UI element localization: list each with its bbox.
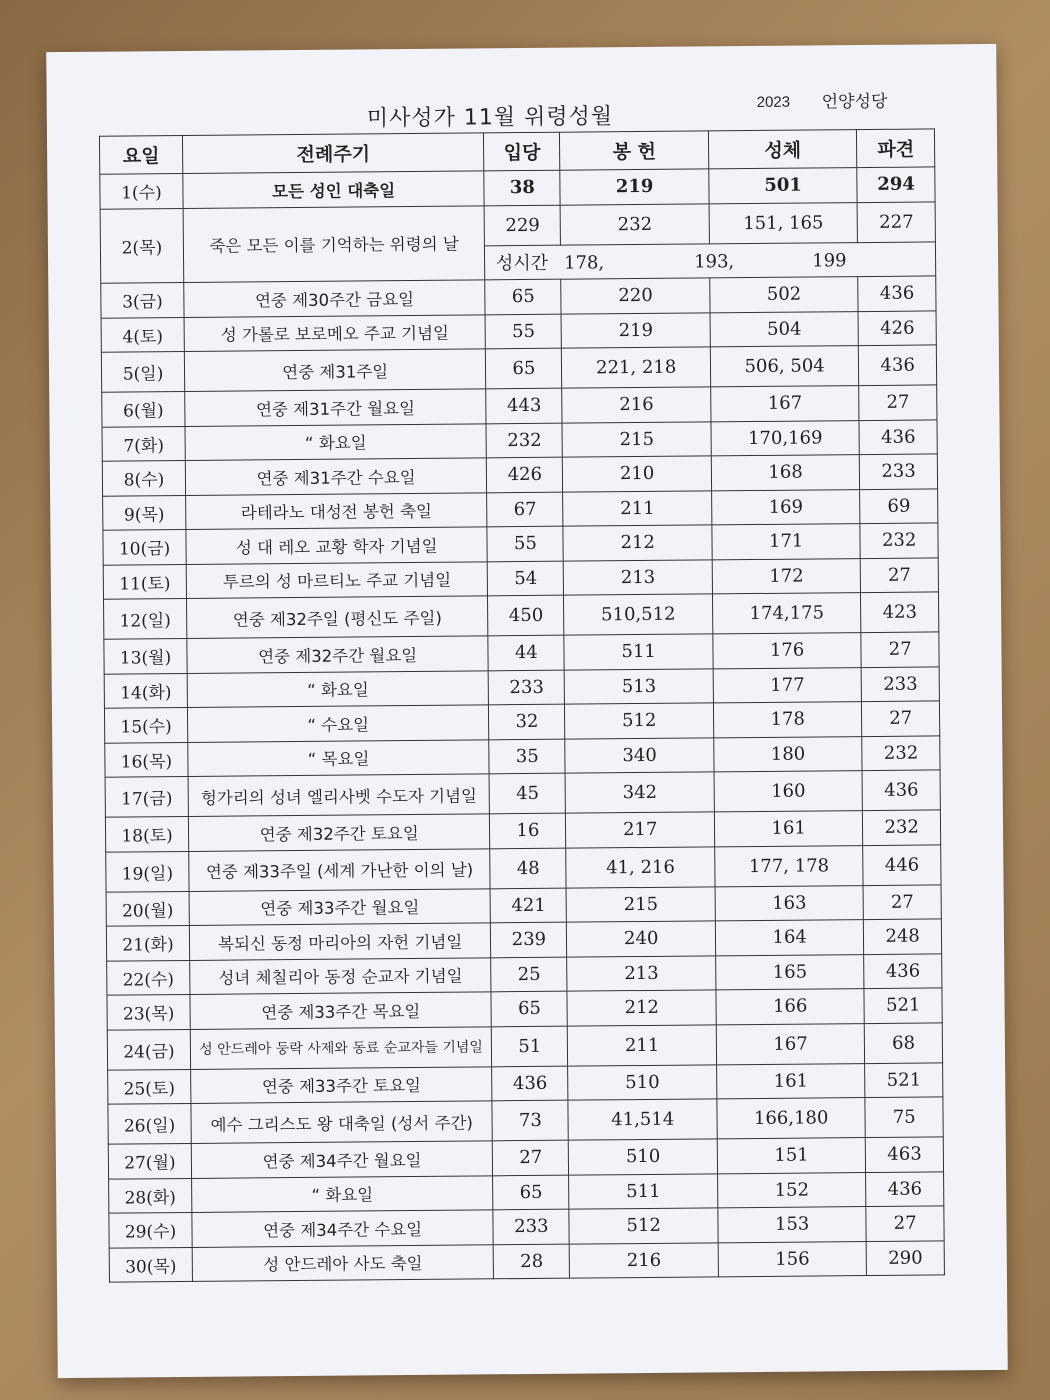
entrance-cell: 421 (490, 888, 566, 923)
communion-cell: 153 (718, 1207, 867, 1243)
dismissal-cell: 436 (859, 419, 937, 454)
day-cell: 7(화) (102, 426, 185, 461)
day-cell: 20(월) (106, 891, 189, 926)
liturgy-cell: 연중 제30주간 금요일 (184, 280, 486, 317)
day-cell: 21(화) (106, 925, 189, 960)
dismissal-cell: 27 (862, 701, 940, 736)
dismissal-cell: 27 (859, 385, 937, 420)
header-communion: 성체 (708, 130, 857, 169)
entrance-cell: 239 (491, 922, 567, 957)
dismissal-cell: 423 (861, 592, 939, 633)
day-cell: 11(토) (103, 564, 186, 599)
dismissal-cell: 232 (860, 523, 938, 558)
offertory-cell: 512 (565, 703, 714, 739)
day-cell: 16(목) (105, 742, 188, 777)
parish-name: 언양성당 (821, 91, 888, 113)
day-cell: 12(일) (104, 598, 187, 639)
holy-hour-value: 178, (563, 252, 605, 274)
offertory-cell: 215 (562, 421, 711, 457)
liturgy-cell: 성 안드레아 사도 축일 (192, 1244, 494, 1281)
liturgy-cell: 연중 제33주간 목요일 (190, 992, 492, 1029)
communion-cell: 156 (718, 1241, 867, 1277)
offertory-cell: 212 (567, 990, 716, 1026)
offertory-cell: 510 (569, 1139, 718, 1175)
communion-cell: 164 (715, 920, 864, 956)
offertory-cell: 511 (569, 1173, 718, 1209)
entrance-cell: 48 (490, 848, 566, 889)
liturgy-cell: 복되신 동정 마리아의 자헌 기념일 (189, 923, 491, 960)
liturgy-cell: 예수 그리스도 왕 대축일 (성서 주간) (191, 1101, 493, 1144)
offertory-cell: 211 (568, 1024, 717, 1065)
liturgy-cell: 연중 제32주간 토요일 (188, 814, 490, 851)
header-offertory: 봉 헌 (560, 131, 709, 170)
entrance-cell: 436 (492, 1066, 568, 1101)
communion-cell: 501 (709, 168, 858, 204)
day-cell: 5(일) (101, 351, 184, 392)
dismissal-cell: 233 (861, 666, 939, 701)
communion-cell: 152 (717, 1172, 866, 1208)
offertory-cell: 342 (565, 772, 714, 813)
communion-cell: 180 (714, 736, 863, 772)
day-cell: 27(월) (108, 1143, 191, 1178)
communion-cell: 177, 178 (715, 845, 864, 886)
dismissal-cell: 521 (864, 988, 942, 1023)
entrance-cell: 28 (493, 1244, 569, 1279)
offertory-cell: 340 (565, 737, 714, 773)
liturgy-cell: 죽은 모든 이를 기억하는 위령의 날 (183, 205, 485, 282)
offertory-cell: 212 (563, 525, 712, 561)
entrance-cell: 73 (492, 1100, 568, 1141)
offertory-cell: 41,514 (568, 1099, 717, 1140)
dismissal-cell: 232 (862, 735, 940, 770)
communion-cell: 504 (710, 311, 859, 347)
communion-cell: 161 (716, 1063, 865, 1099)
header-liturgy: 전례주기 (182, 133, 484, 174)
dismissal-cell: 68 (865, 1022, 943, 1063)
dismissal-cell: 294 (857, 167, 935, 202)
entrance-cell: 51 (492, 1026, 568, 1067)
liturgy-cell: “ 화요일 (192, 1175, 494, 1212)
communion-cell: 506, 504 (710, 346, 859, 387)
communion-cell: 502 (710, 277, 859, 313)
entrance-cell: 38 (484, 170, 560, 205)
dismissal-cell: 227 (857, 201, 935, 242)
communion-cell: 151, 165 (709, 202, 858, 243)
dismissal-cell: 290 (866, 1240, 944, 1275)
hymn-schedule-table (99, 128, 945, 1282)
dismissal-cell: 27 (863, 884, 941, 919)
entrance-cell: 44 (488, 635, 564, 670)
day-cell: 23(목) (107, 994, 190, 1029)
liturgy-cell: 연중 제33주간 토요일 (191, 1066, 493, 1103)
communion-cell: 171 (712, 524, 861, 560)
offertory-cell: 216 (570, 1242, 719, 1278)
day-cell: 3(금) (101, 282, 184, 317)
communion-cell: 174,175 (712, 593, 861, 634)
liturgy-cell: 연중 제33주일 (세계 가난한 이의 날) (189, 848, 491, 891)
day-cell: 25(토) (108, 1069, 191, 1104)
offertory-cell: 513 (565, 668, 714, 704)
day-cell: 2(목) (100, 208, 184, 283)
dismissal-cell: 436 (866, 1171, 944, 1206)
communion-cell: 166,180 (717, 1098, 866, 1139)
entrance-cell: 35 (489, 739, 565, 774)
day-cell: 15(수) (104, 707, 187, 742)
entrance-cell: 65 (493, 1175, 569, 1210)
paper-sheet (46, 44, 1008, 1378)
communion-cell: 169 (711, 489, 860, 525)
liturgy-cell: “ 목요일 (188, 739, 490, 776)
liturgy-cell: 모든 성인 대축일 (183, 171, 485, 208)
dismissal-cell: 446 (863, 844, 941, 885)
offertory-cell: 219 (561, 312, 710, 348)
day-cell: 22(수) (107, 960, 190, 995)
communion-cell: 170,169 (711, 420, 860, 456)
dismissal-cell: 69 (860, 488, 938, 523)
entrance-cell: 45 (489, 773, 565, 814)
day-cell: 17(금) (105, 776, 188, 817)
offertory-cell: 210 (563, 456, 712, 492)
offertory-cell: 41, 216 (566, 846, 715, 887)
liturgy-cell: 성녀 체칠리아 동정 순교자 기념일 (190, 957, 492, 994)
communion-cell: 163 (715, 885, 864, 921)
offertory-cell: 216 (562, 387, 711, 423)
entrance-cell: 65 (486, 348, 562, 389)
dismissal-cell: 521 (865, 1062, 943, 1097)
communion-cell: 165 (716, 954, 865, 990)
day-cell: 6(월) (102, 391, 185, 426)
holy-hour-value: 199 (812, 250, 847, 272)
day-cell: 18(토) (105, 816, 188, 851)
entrance-cell: 229 (484, 205, 560, 246)
offertory-cell: 510,512 (564, 594, 713, 635)
day-cell: 10(금) (103, 529, 186, 564)
dismissal-cell: 233 (860, 454, 938, 489)
liturgy-cell: 연중 제31주일 (184, 349, 486, 392)
dismissal-cell: 27 (861, 632, 939, 667)
liturgy-cell: 성 가롤로 보로메오 주교 기념일 (184, 314, 486, 351)
communion-cell: 168 (711, 455, 860, 491)
liturgy-cell: 연중 제33주간 월요일 (189, 888, 491, 925)
entrance-cell: 232 (486, 423, 562, 458)
liturgy-cell: 라테라노 대성전 봉헌 축일 (186, 492, 488, 529)
offertory-cell: 221, 218 (562, 347, 711, 388)
entrance-cell: 65 (491, 991, 567, 1026)
offertory-cell: 213 (564, 559, 713, 595)
offertory-cell: 213 (567, 955, 716, 991)
offertory-cell: 217 (566, 812, 715, 848)
header-day: 요일 (99, 135, 182, 174)
day-cell: 19(일) (106, 851, 189, 892)
offertory-cell: 215 (566, 886, 715, 922)
dismissal-cell: 248 (864, 919, 942, 954)
liturgy-cell: 연중 제32주일 (평신도 주일) (187, 596, 489, 639)
entrance-cell: 65 (485, 279, 561, 314)
communion-cell: 178 (713, 702, 862, 738)
dismissal-cell: 436 (864, 953, 942, 988)
day-cell: 1(수) (100, 173, 183, 208)
entrance-cell: 32 (489, 704, 565, 739)
dismissal-cell: 27 (866, 1206, 944, 1241)
entrance-cell: 233 (488, 670, 564, 705)
dismissal-cell: 436 (858, 276, 936, 311)
dismissal-cell: 75 (865, 1097, 943, 1138)
entrance-cell: 443 (486, 388, 562, 423)
header-entrance: 입당 (484, 132, 560, 171)
day-cell: 8(수) (102, 460, 185, 495)
day-cell: 4(토) (101, 317, 184, 352)
liturgy-cell: 성 대 레오 교황 학자 기념일 (186, 527, 488, 564)
holy-hour-label: 성시간 (495, 253, 549, 275)
holy-hour-cell (485, 241, 936, 279)
holy-hour-value: 193, (694, 251, 735, 273)
liturgy-cell: 헝가리의 성녀 엘리사벳 수도자 기념일 (188, 774, 490, 817)
dismissal-cell: 27 (861, 557, 939, 592)
offertory-cell: 512 (569, 1208, 718, 1244)
dismissal-cell: 232 (863, 810, 941, 845)
communion-cell: 172 (712, 558, 861, 594)
day-cell: 29(수) (109, 1212, 192, 1247)
communion-cell: 177 (713, 667, 862, 703)
table-row (109, 1240, 944, 1282)
liturgy-cell: 연중 제34주간 월요일 (191, 1141, 493, 1178)
liturgy-cell: 연중 제31주간 월요일 (185, 389, 487, 426)
communion-cell: 176 (713, 633, 862, 669)
entrance-cell: 16 (490, 813, 566, 848)
communion-cell: 166 (716, 989, 865, 1025)
communion-cell: 151 (717, 1138, 866, 1174)
entrance-cell: 233 (493, 1209, 569, 1244)
entrance-cell: 426 (487, 457, 563, 492)
day-cell: 9(목) (103, 495, 186, 530)
communion-cell: 167 (711, 386, 860, 422)
entrance-cell: 55 (487, 526, 563, 561)
communion-cell: 167 (716, 1023, 865, 1064)
day-cell: 30(목) (109, 1247, 192, 1282)
offertory-cell: 232 (561, 203, 710, 244)
offertory-cell: 220 (561, 278, 710, 314)
entrance-cell: 54 (488, 561, 564, 596)
entrance-cell: 67 (487, 492, 563, 527)
offertory-cell: 219 (560, 169, 709, 205)
liturgy-cell: “ 화요일 (185, 423, 487, 460)
day-cell: 13(월) (104, 638, 187, 673)
liturgy-cell: 연중 제31주간 수요일 (185, 458, 487, 495)
offertory-cell: 510 (568, 1064, 717, 1100)
dismissal-cell: 463 (866, 1137, 944, 1172)
communion-cell: 161 (714, 811, 863, 847)
offertory-cell: 211 (563, 490, 712, 526)
offertory-cell: 240 (567, 921, 716, 957)
document-year: 2023 (756, 93, 791, 111)
liturgy-cell: 연중 제32주간 월요일 (187, 636, 489, 673)
liturgy-cell: 성 안드레아 둥락 사제와 동료 순교자들 기념일 (190, 1026, 492, 1069)
communion-cell: 160 (714, 771, 863, 812)
day-cell: 14(화) (104, 673, 187, 708)
entrance-cell: 27 (493, 1140, 569, 1175)
document-title: 미사성가 11월 위령성월 (366, 104, 614, 132)
day-cell: 26(일) (108, 1103, 191, 1144)
table-body (100, 167, 945, 1282)
liturgy-cell: “ 화요일 (187, 670, 489, 707)
dismissal-cell: 436 (862, 770, 940, 811)
liturgy-cell: “ 수요일 (187, 705, 489, 742)
day-cell: 24(금) (107, 1029, 190, 1070)
dismissal-cell: 436 (859, 345, 937, 386)
entrance-cell: 55 (485, 314, 561, 349)
dismissal-cell: 426 (858, 310, 936, 345)
day-cell: 28(화) (109, 1178, 192, 1213)
liturgy-cell: 투르의 성 마르티노 주교 기념일 (186, 561, 488, 598)
entrance-cell: 25 (491, 957, 567, 992)
liturgy-cell: 연중 제34주간 수요일 (192, 1210, 494, 1247)
offertory-cell: 511 (564, 634, 713, 670)
header-dismissal: 파견 (857, 129, 935, 168)
entrance-cell: 450 (488, 595, 564, 636)
